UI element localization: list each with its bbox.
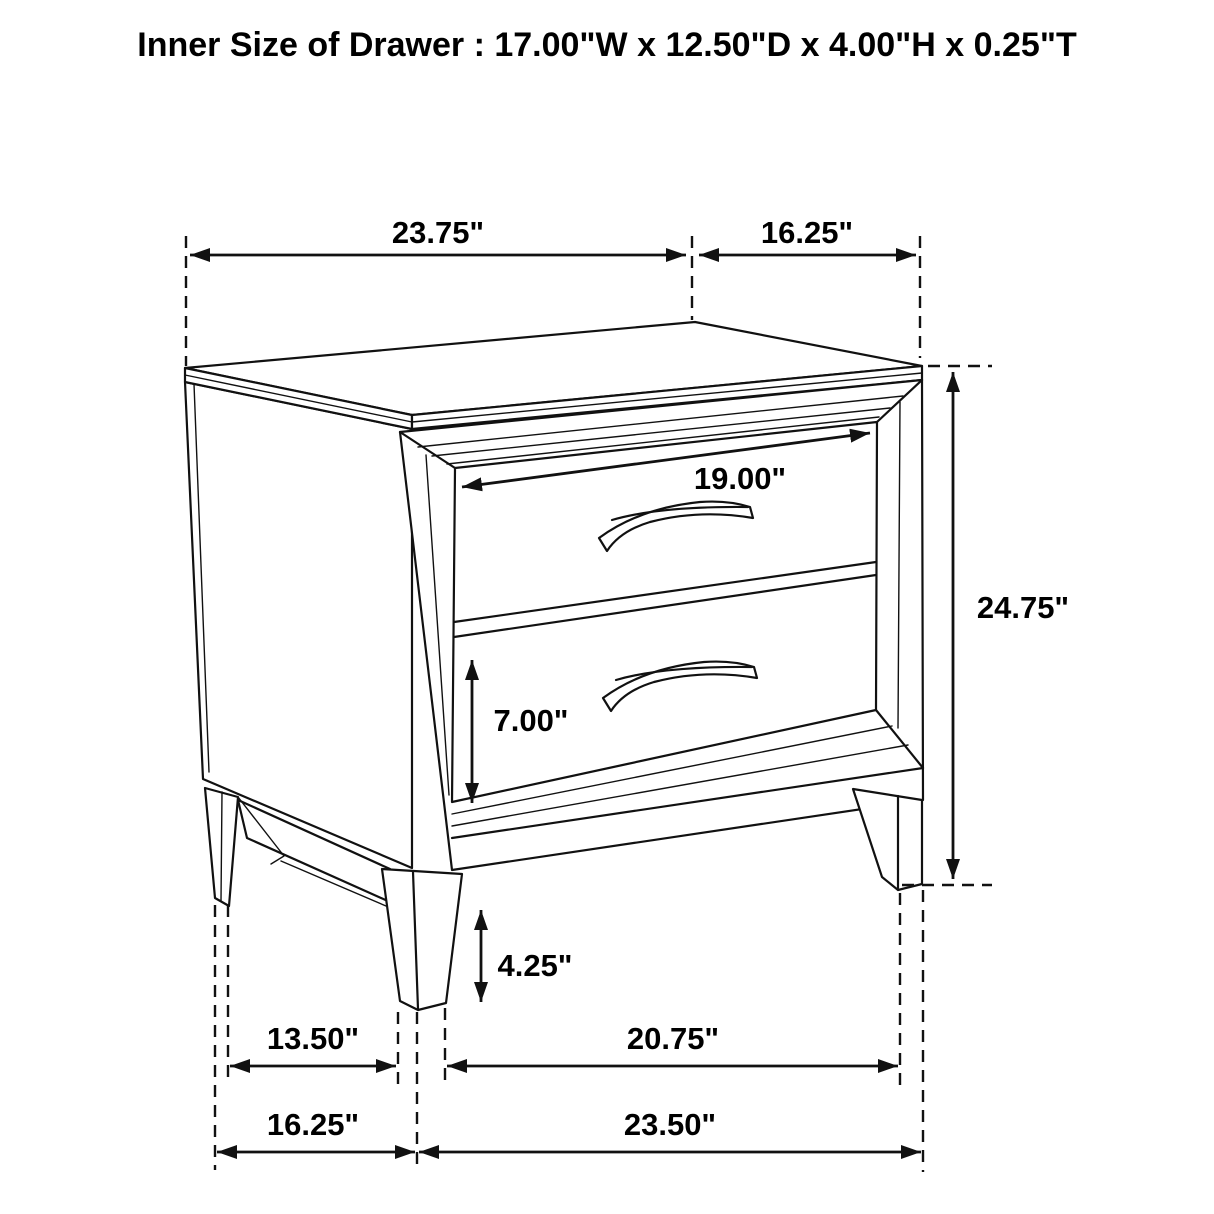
dim-label-leg-span-side: 13.50" [266, 1021, 360, 1056]
dim-label-overall-height: 24.75" [976, 590, 1070, 625]
page-title: Inner Size of Drawer : 17.00"W x 12.50"D x 4.00"H x 0.25"T [137, 26, 1077, 64]
dim-label-base-width: 23.50" [623, 1107, 717, 1142]
dim-label-top-width: 23.75" [391, 215, 485, 250]
nightstand-outline [185, 322, 923, 1010]
dim-label-base-depth: 16.25" [266, 1107, 360, 1142]
front-left-leg [382, 869, 462, 1010]
dim-label-leg-height: 4.25" [497, 948, 573, 983]
dim-label-top-depth: 16.25" [760, 215, 854, 250]
dim-label-drawer-width: 19.00" [693, 461, 787, 496]
front-right-leg [853, 789, 922, 890]
dim-label-leg-span-front: 20.75" [626, 1021, 720, 1056]
dim-label-drawer-height: 7.00" [493, 703, 569, 738]
